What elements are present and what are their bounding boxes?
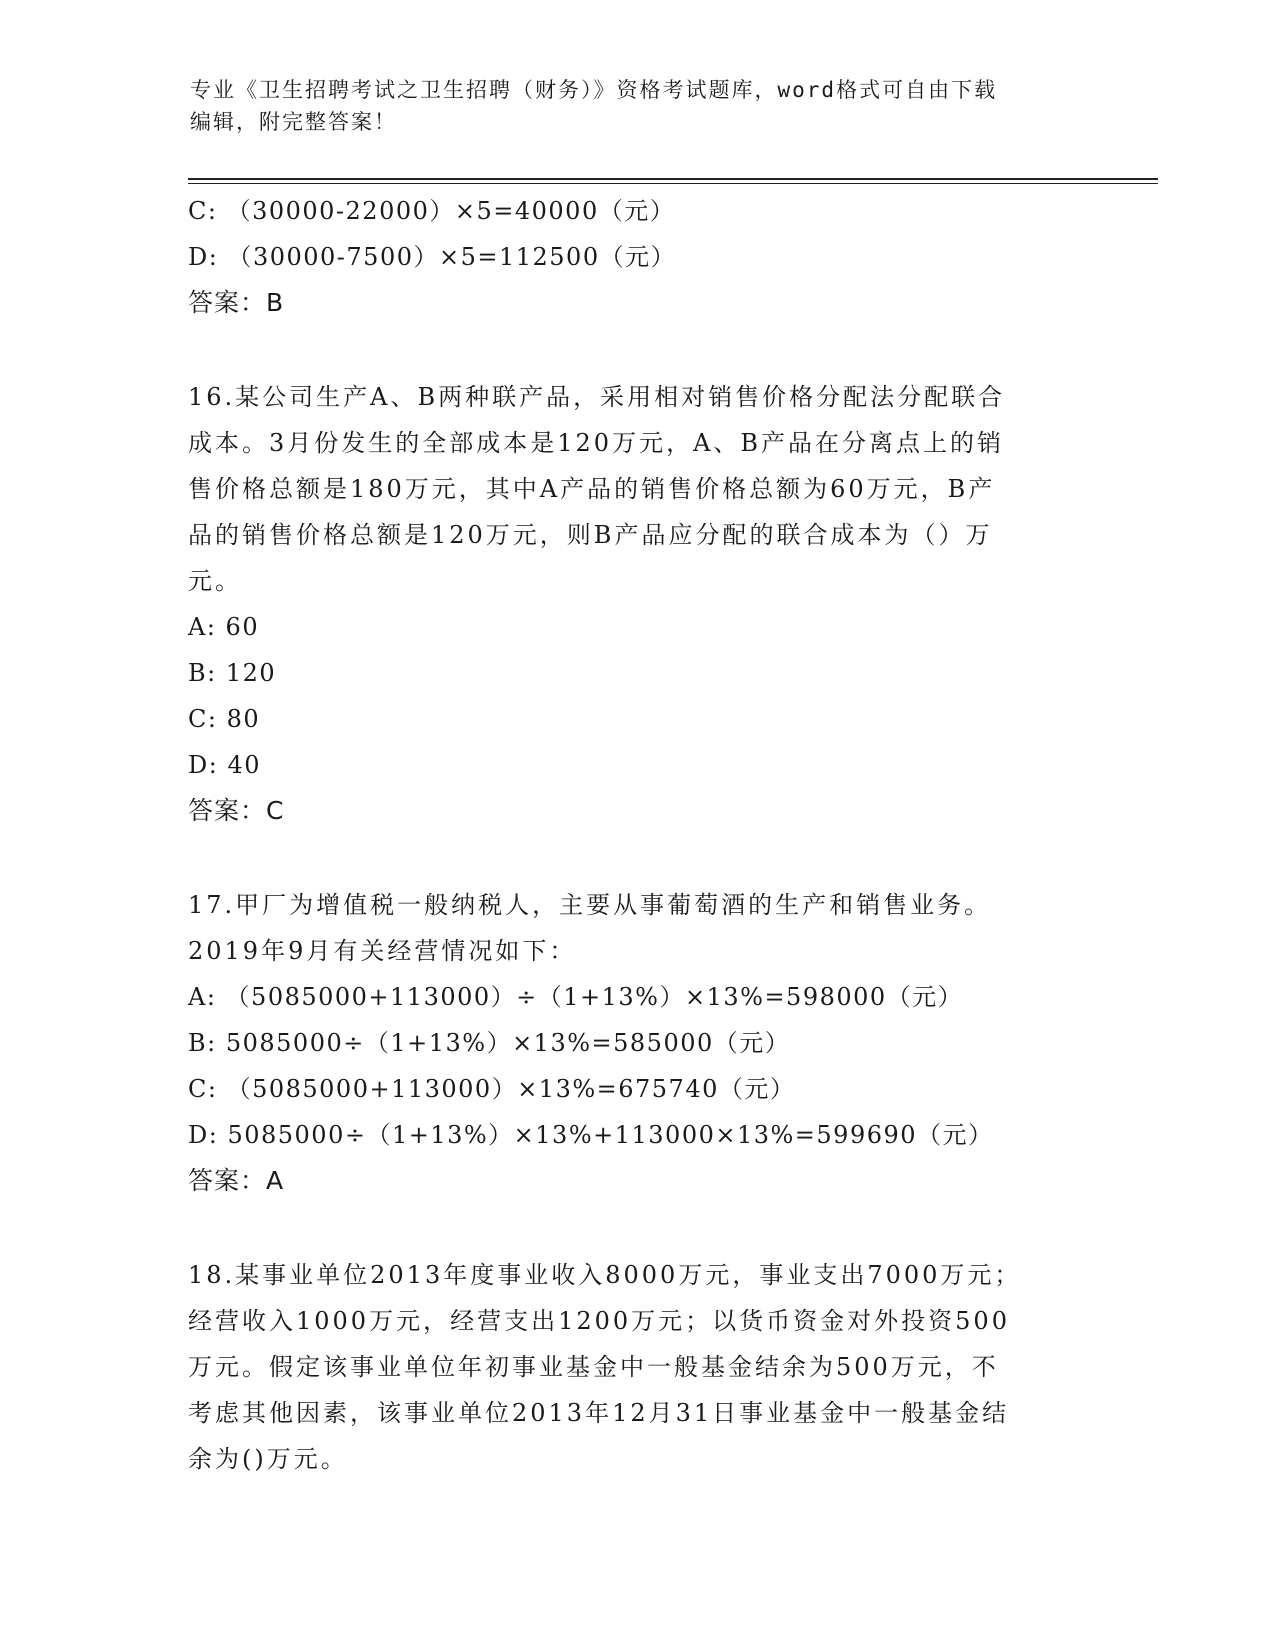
question-text-line: 18.某事业单位2013年度事业收入8000万元，事业支出7000万元； bbox=[188, 1261, 1022, 1289]
question-text-line: 品的销售价格总额是120万元，则B产品应分配的联合成本为（）万 bbox=[188, 521, 993, 549]
question-text-line: 16.某公司生产A、B两种联产品，采用相对销售价格分配法分配联合 bbox=[188, 383, 1006, 411]
answer-line: 答案：B bbox=[188, 288, 285, 317]
page-header bbox=[190, 74, 1090, 138]
option-b: B: 120 bbox=[188, 659, 277, 687]
question-18 bbox=[188, 1252, 1078, 1482]
question-15 bbox=[188, 188, 1078, 326]
question-text-line: 17.甲厂为增值税一般纳税人，主要从事葡萄酒的生产和销售业务。 bbox=[188, 891, 992, 919]
option-b: B: 5085000÷（1+13%）×13%=585000（元） bbox=[188, 1029, 791, 1057]
question-text bbox=[188, 374, 1078, 604]
header-line-2: 编辑，附完整答案！ bbox=[190, 110, 397, 134]
question-text-line: 成本。3月份发生的全部成本是120万元，A、B产品在分离点上的销 bbox=[188, 429, 1005, 457]
option-c: C: （5085000+113000）×13%=675740（元） bbox=[188, 1075, 796, 1103]
question-text-line: 2019年9月有关经营情况如下： bbox=[188, 937, 577, 965]
option-d: D: 5085000÷（1+13%）×13%+113000×13%=599690（元） bbox=[188, 1121, 994, 1149]
question-text-line: 余为()万元。 bbox=[188, 1445, 348, 1473]
header-rule-thin bbox=[188, 183, 1158, 184]
question-text bbox=[188, 1252, 1078, 1482]
option-c: C: 80 bbox=[188, 705, 261, 733]
option-d: D: （30000-7500）×5=112500（元） bbox=[188, 243, 677, 271]
question-text-line: 万元。假定该事业单位年初事业基金中一般基金结余为500万元，不 bbox=[188, 1353, 999, 1381]
answer-line: 答案：C bbox=[188, 796, 285, 825]
option-d: D: 40 bbox=[188, 751, 261, 779]
question-17 bbox=[188, 882, 1078, 1204]
question-text-line: 售价格总额是180万元，其中A产品的销售价格总额为60万元，B产 bbox=[188, 475, 996, 503]
question-text bbox=[188, 882, 1078, 974]
question-16 bbox=[188, 374, 1078, 834]
option-c: C: （30000-22000）×5=40000（元） bbox=[188, 197, 676, 225]
header-rule-thick bbox=[188, 178, 1158, 180]
header-line-1: 专业《卫生招聘考试之卫生招聘（财务）》资格考试题库，word格式可自由下载 bbox=[190, 78, 998, 102]
option-a: A: 60 bbox=[188, 613, 260, 641]
answer-line: 答案：A bbox=[188, 1166, 285, 1195]
document-body bbox=[188, 188, 1078, 1482]
question-text-line: 元。 bbox=[188, 567, 242, 595]
option-a: A: （5085000+113000）÷（1+13%）×13%=598000（元） bbox=[188, 983, 964, 1011]
question-text-line: 经营收入1000万元，经营支出1200万元；以货币资金对外投资500 bbox=[188, 1307, 1010, 1335]
question-text-line: 考虑其他因素，该事业单位2013年12月31日事业基金中一般基金结 bbox=[188, 1399, 1010, 1427]
